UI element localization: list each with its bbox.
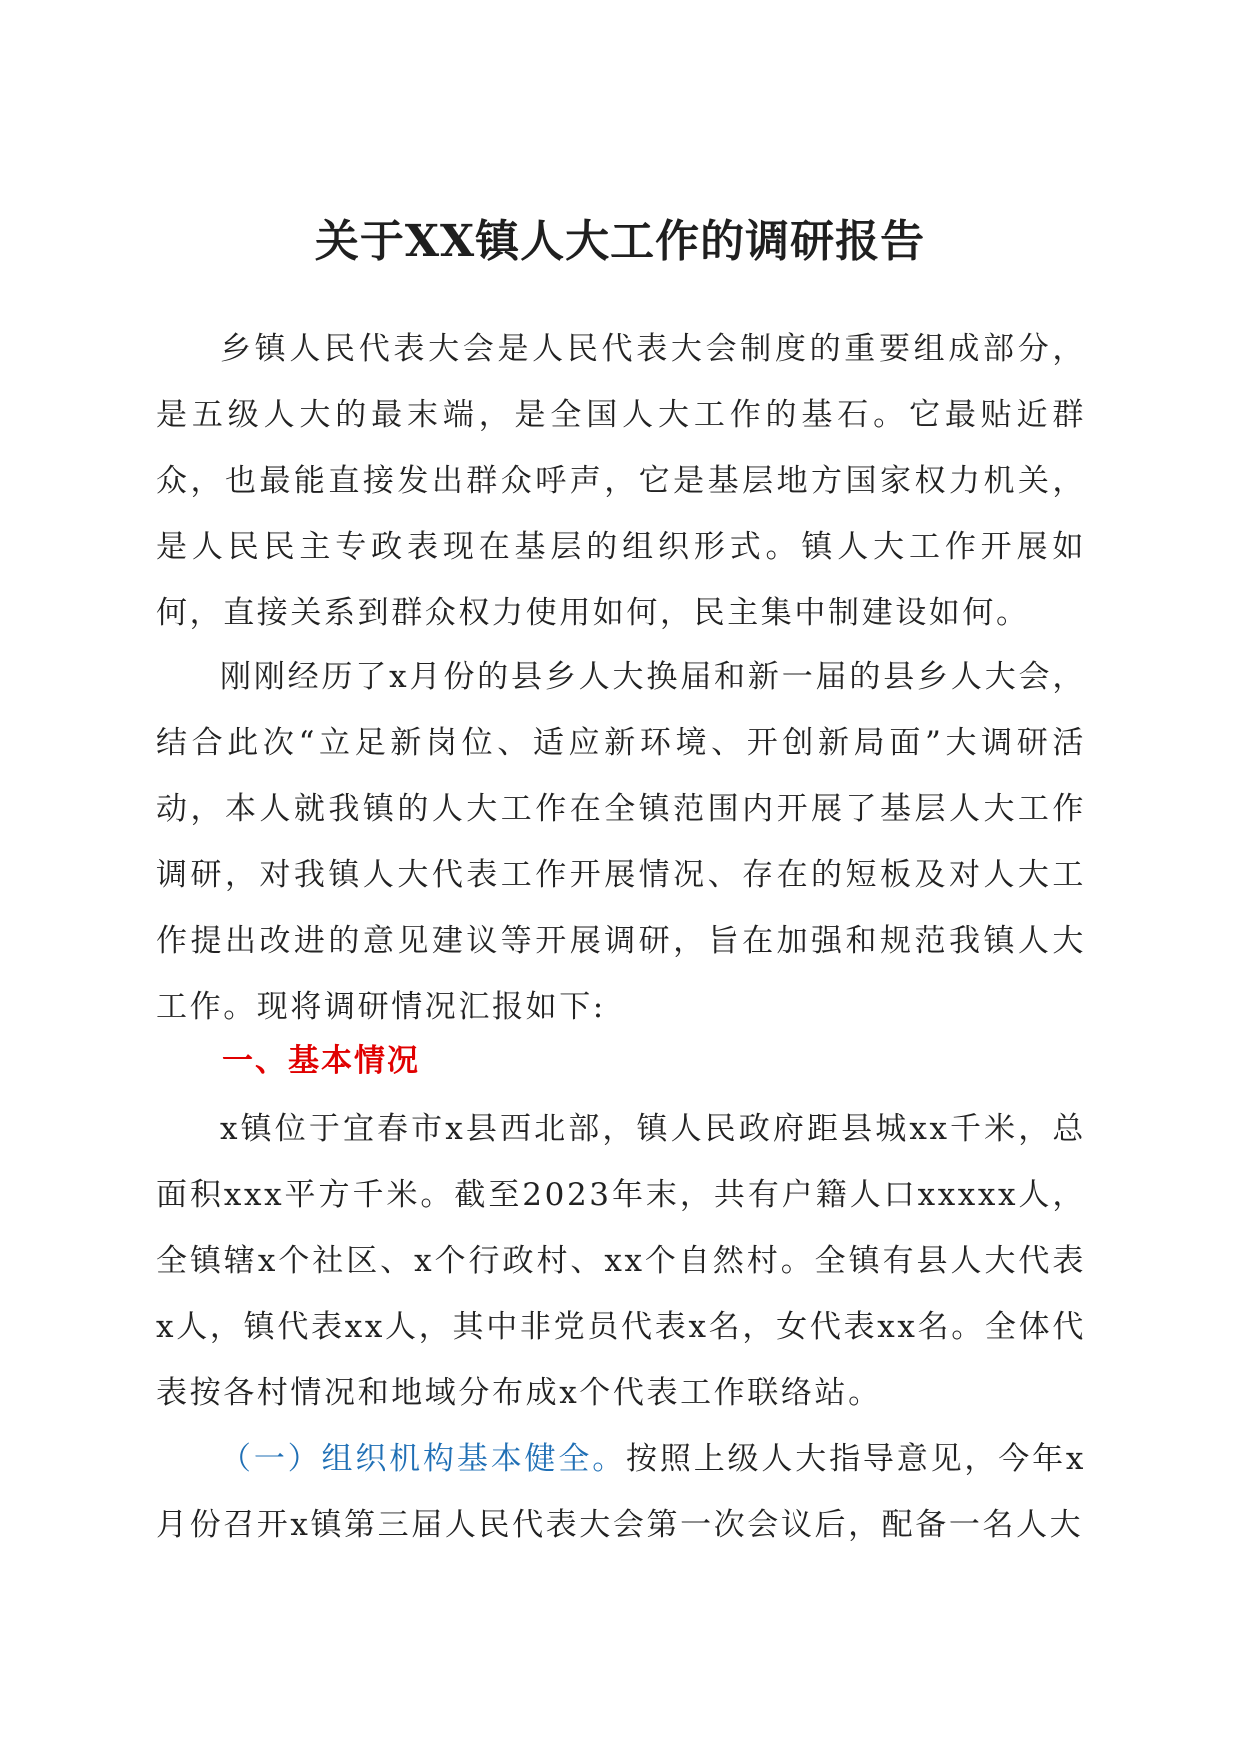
intro-paragraph-2: 刚刚经历了x月份的县乡人大换届和新一届的县乡人大会，结合此次“立足新岗位、适应新环境、开创新局面”大调研活动，本人就我镇的人大工作在全镇范围内开展了基层人大工作调研，对我镇人大代表工作开展情况、存在的短板及对人大工作提出改进的意见建议等开展调研，旨在加强和规范我镇人大工作。现将调研情况汇报如下: bbox=[156, 659, 1086, 1025]
section-heading-basic-situation: 一、基本情况 bbox=[222, 1043, 420, 1079]
subsection-heading-organization: （一）组织机构基本健全。 bbox=[220, 1441, 627, 1477]
document-title: 关于XX镇人大工作的调研报告 bbox=[314, 216, 926, 267]
organization-paragraph-text: 按照上级人大指导意见，今年x月份召开x镇第三届人民代表大会第一次会议后，配备一名人大 bbox=[156, 1441, 1086, 1543]
intro-paragraph-1: 乡镇人民代表大会是人民代表大会制度的重要组成部分，是五级人大的最末端，是全国人大工作的基石。它最贴近群众，也最能直接发出群众呼声，它是基层地方国家权力机关，是人民民主专政表现在基层的组织形式。镇人大工作开展如何，直接关系到群众权力使用如何，民主集中制建设如何。 bbox=[156, 331, 1086, 631]
organization-paragraph bbox=[156, 1426, 1086, 1558]
basic-situation-paragraph: x镇位于宜春市x县西北部，镇人民政府距县城xx千米，总面积xxx平方千米。截至2023年末，共有户籍人口xxxxx人，全镇辖x个社区、x个行政村、xx个自然村。全镇有县人大代表x人，镇代表xx人，其中非党员代表x名，女代表xx名。全体代表按各村情况和地域分布成x个代表工作联络站。 bbox=[156, 1111, 1086, 1411]
